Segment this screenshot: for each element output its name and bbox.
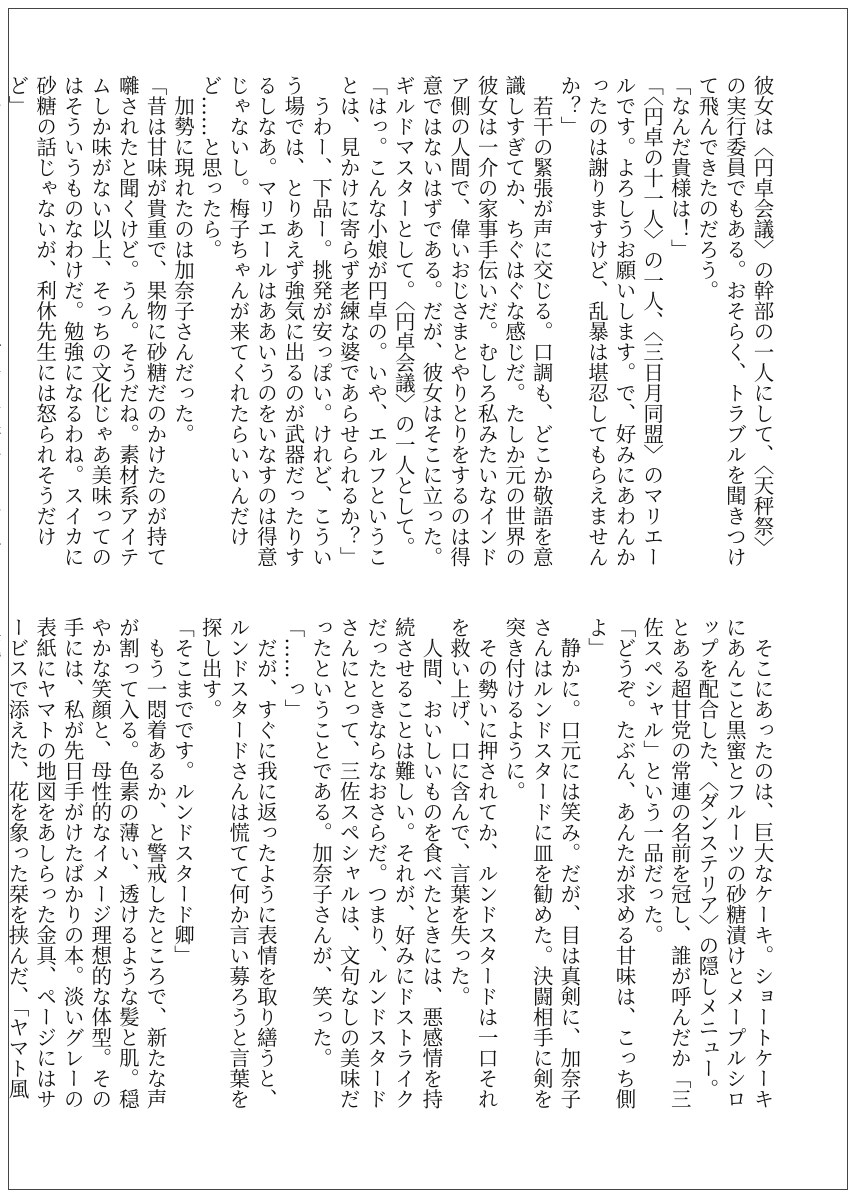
paragraph: 「どうぞ。たぶん、あんたが求める甘味は、こっち側よ」 — [584, 617, 637, 1109]
upper-text-block — [4, 75, 775, 571]
page-frame — [4, 8, 848, 1190]
paragraph — [0, 75, 2, 571]
paragraph: だが、すぐに我に返ったように表情を取り繕うと、ルンドスタードさんは慌てて何か言い募ろうと言葉を探し出す。 — [198, 617, 278, 1109]
paragraph: 「……っ」 — [280, 617, 305, 720]
paragraph: うわー、下品ー。挑発が安っぽい。けれど、こういう場では、とりあえず強気に出るのが武器だったりするしなあ。マリエールはああいうのをいなすのは得意じゃないし。梅子ちゃんが来てくれたらいいんだけど……と思ったら。 — [198, 75, 333, 567]
lower-text-block — [4, 617, 775, 1117]
paragraph: 彼女は〈円卓会議〉の幹部の一人にして、〈天秤祭〉の実行委員でもある。おそらく、トラブルを聞きつけて飛んできたのだろう。 — [694, 75, 774, 567]
paragraph: 「そこまでです。ルンドスタード卿」 — [170, 617, 195, 966]
paragraph: 「はっ。こんな小娘が円卓の。いや、エルフということは、見かけに寄らず老練な婆であらせられるか？」 — [336, 75, 388, 567]
paragraph: 人間、おいしいものを食べたときには、悪感情を持続させることは難しい。それが、好みにドストライクだったときならなおさらだ。つまり、ルンドスタードさんにとって、三佐スペシャルは、文句なしの美味だったということである。加奈子さんが、笑った。 — [308, 617, 443, 1109]
paragraph: 加勢に現れたのは加奈子さんだった。 — [170, 75, 195, 444]
paragraph: もう一悶着あるか、と警戒したところで、新たな声が割って入る。色素の薄い、透けるような髪と肌。穏やかな笑顔と、母性的なイメージ理想的な体型。その手には、私が先日手がけたばかりの本。淡いグレーの表紙にヤマトの地図をあしらった金具、ページにはサービスで添えた、花を象った栞を挟んだ、「ヤマト風 — [4, 617, 167, 1109]
paragraph: 「なんだ貴様は！」 — [667, 75, 692, 260]
paragraph: 「昔は甘味が貴重で、果物に砂糖だのかけたのが持て囃されたと聞くけど。うん。そうだね。素材系アイテムしか味がない以上、そっちの文化じゃあ美味ってのはそういうものなわけだ。勉強になるわね。スイカに砂糖の話じゃないが、利休先生には怒られそうだけど」 — [4, 75, 167, 567]
paragraph: その勢いに押されてか、ルンドスタードは一口それを救い上げ、口に含んで、言葉を失った。 — [446, 617, 499, 1109]
paragraph: 静かに。口元には笑み。だが、目は真剣に、加奈子さんはルンドスタードに皿を勧めた。決闘相手に剣を突き付けるように。 — [501, 617, 581, 1109]
paragraph: 若干の緊張が声に交じる。口調も、どこか敬語を意識しすぎてか、ちぐはぐな感じだ。たしか元の世界の彼女は一介の家事手伝いだ。むしろ私みたいなインドア側の人間で、偉いおじさまとやりとりをするのは得意ではないはずである。だが、彼女はそこに立った。ギルドマスターとして。〈円卓会議〉の一人として。 — [391, 75, 554, 567]
paragraph: そこにあったのは、巨大なケーキ。ショートケーキにあんこと黒蜜とフルーツの砂糖漬けとメープルシロップを配合した、〈ダンステリア〉の隠しメニュー。とある超甘党の常連の名前を冠し、誰が呼んだか「三佐スペシャル」という一品だった。 — [639, 617, 774, 1109]
paragraph: 「〈円卓の十一人〉の一人、〈三日月同盟〉のマリエールです。よろしうお願いします。で、好みにあわんかったのは謝りますけど、乱暴は堪忍してもらえませんか？」 — [556, 75, 664, 567]
